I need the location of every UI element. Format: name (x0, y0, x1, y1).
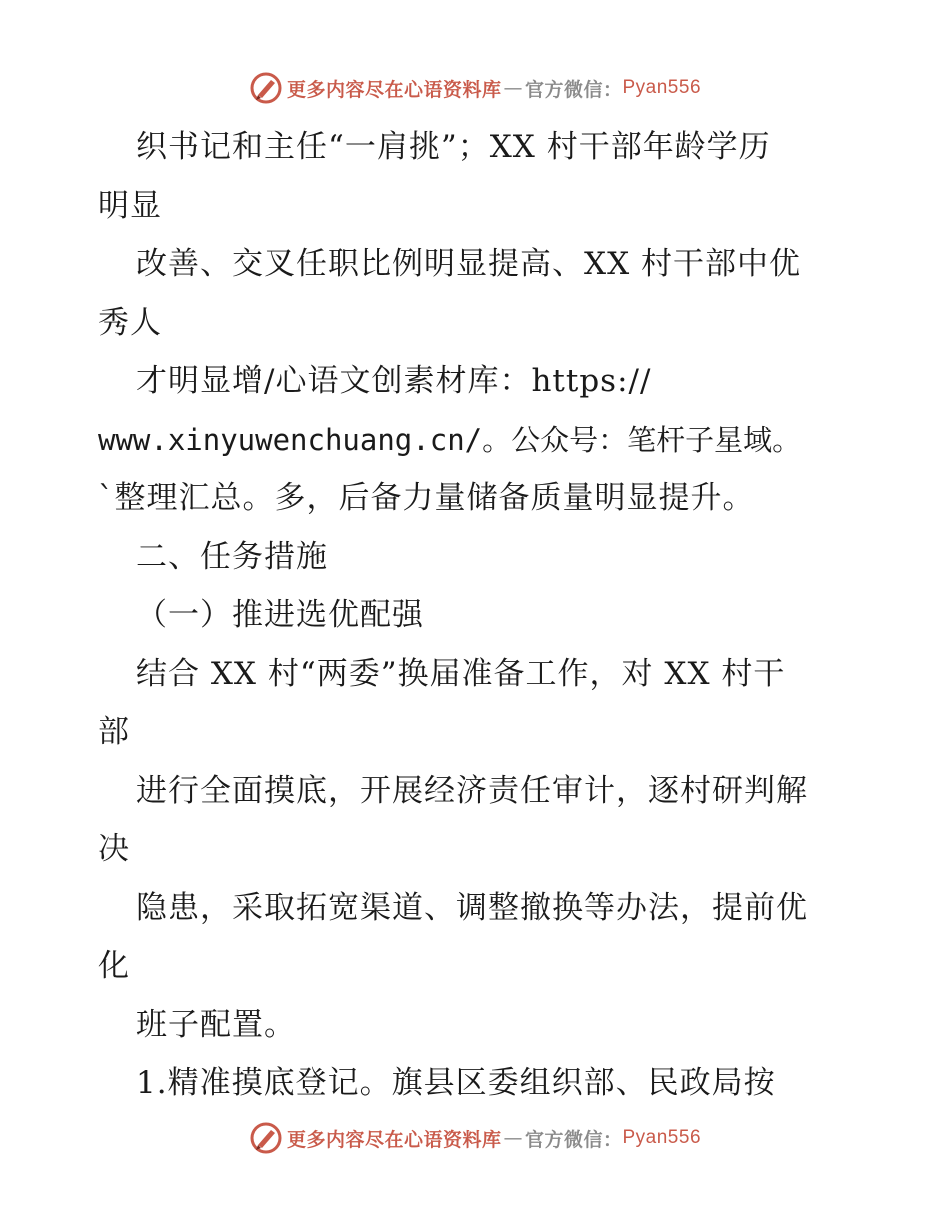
banner-official-label: 官方微信： (524, 78, 623, 101)
text-line: 化 (98, 948, 130, 984)
banner-text: 更多内容尽在心语资料库 (286, 1128, 502, 1151)
text-line: 部 (98, 714, 130, 750)
text-line: 班子配置。 (136, 1006, 296, 1043)
text-line: 秀人 (98, 304, 162, 341)
section-heading: 二、任务措施 (136, 538, 328, 575)
subsection-heading: （一）推进选优配强 (136, 597, 424, 633)
text-line: 才明显增/心语文创素材库：https:// (136, 363, 652, 399)
text-line: 结合 XX 村“两委”换届准备工作，对 XX 村干 (136, 655, 786, 692)
text-line: 1.精准摸底登记。旗县区委组织部、民政局按 (136, 1065, 776, 1101)
banner-separator: — (503, 77, 523, 99)
footer-watermark-banner (0, 1118, 950, 1158)
document-body (98, 118, 858, 1113)
text-line: `整理汇总。多，后备力量储备质量明显提升。 (98, 480, 755, 516)
text-line: 隐患，采取拓宽渠道、调整撤换等办法，提前优 (136, 889, 808, 926)
banner-text: 更多内容尽在心语资料库 (286, 78, 502, 101)
banner-wechat-id: Pyan556 (622, 1127, 702, 1148)
header-watermark-banner (0, 68, 950, 108)
pen-logo-icon (249, 1121, 283, 1155)
text-line: 改善、交叉任职比例明显提高、XX 村干部中优 (136, 246, 801, 282)
text-line-url: www.xinyuwenchuang.cn/。公众号：笔杆子星域。 (98, 422, 802, 457)
pen-logo-icon (249, 71, 283, 105)
banner-separator: — (503, 1127, 523, 1149)
banner-official-label: 官方微信： (524, 1128, 623, 1151)
text-line: 织书记和主任“一肩挑”；XX 村干部年龄学历 (136, 129, 771, 165)
text-line: 明显 (98, 187, 162, 224)
text-line: 进行全面摸底，开展经济责任审计，逐村研判解 (136, 772, 808, 809)
text-line: 决 (98, 831, 130, 867)
banner-wechat-id: Pyan556 (622, 77, 702, 98)
